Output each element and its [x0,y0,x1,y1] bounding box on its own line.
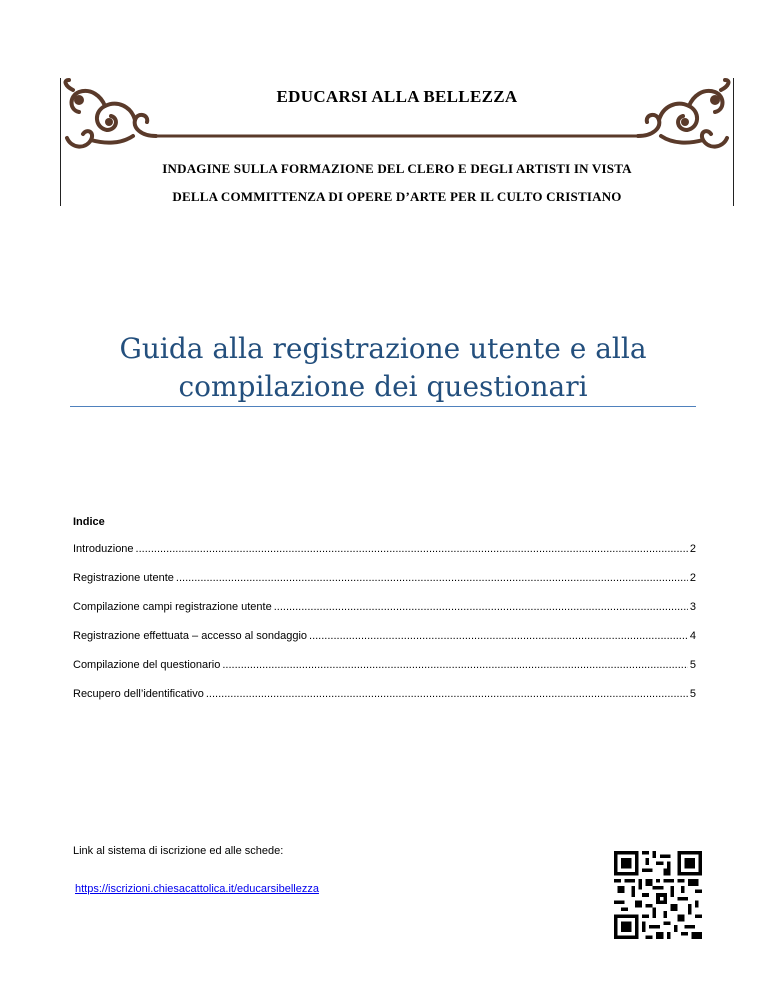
document-header [60,78,734,206]
header-subtitle-line2: DELLA COMMITTENZA DI OPERE D’ARTE PER IL CULTO CRISTIANO [172,189,622,204]
document-title-line1: Guida alla registrazione utente e alla [119,332,647,365]
header-title: EDUCARSI ALLA BELLEZZA [276,87,518,106]
link-label: Link al sistema di iscrizione ed alle schede: [73,845,284,857]
toc-entry-label: Compilazione campi registrazione utente [73,601,272,613]
document-title-line2: compilazione dei questionari [178,370,588,403]
toc-leader-dots [136,543,688,555]
toc-entry-page: 5 [689,688,696,700]
toc-leader-dots [176,572,688,584]
toc-leader-dots [206,688,688,700]
qr-code-icon [612,851,704,939]
toc-leader-dots [274,601,688,613]
toc-entry-label: Compilazione del questionario [73,659,221,671]
toc-entry-label: Registrazione effettuata – accesso al sondaggio [73,630,308,642]
title-divider [70,406,696,407]
toc-heading: Indice [73,516,105,528]
toc-entry-compilazione-questionario[interactable] [73,659,696,688]
toc-entry-compilazione-campi[interactable] [73,601,696,630]
table-of-contents [73,543,696,717]
toc-entry-registrazione-effettuata[interactable] [73,630,696,659]
toc-entry-page: 2 [689,543,696,555]
toc-entry-recupero-identificativo[interactable] [73,688,696,717]
toc-leader-dots [309,630,688,642]
toc-entry-page: 4 [689,630,696,642]
toc-entry-page: 3 [689,601,696,613]
toc-entry-registrazione-utente[interactable] [73,572,696,601]
registration-link[interactable]: https://iscrizioni.chiesacattolica.it/educarsibellezza [75,883,319,895]
toc-entry-label: Registrazione utente [73,572,174,584]
toc-entry-label: Recupero dell’identificativo [73,688,204,700]
toc-entry-page: 5 [689,659,696,671]
toc-entry-introduzione[interactable] [73,543,696,572]
toc-leader-dots [222,659,688,671]
header-subtitle-line1: INDAGINE SULLA FORMAZIONE DEL CLERO E DEGLI ARTISTI IN VISTA [162,161,632,176]
toc-entry-page: 2 [689,572,696,584]
document-title [70,330,696,406]
toc-entry-label: Introduzione [73,543,134,555]
